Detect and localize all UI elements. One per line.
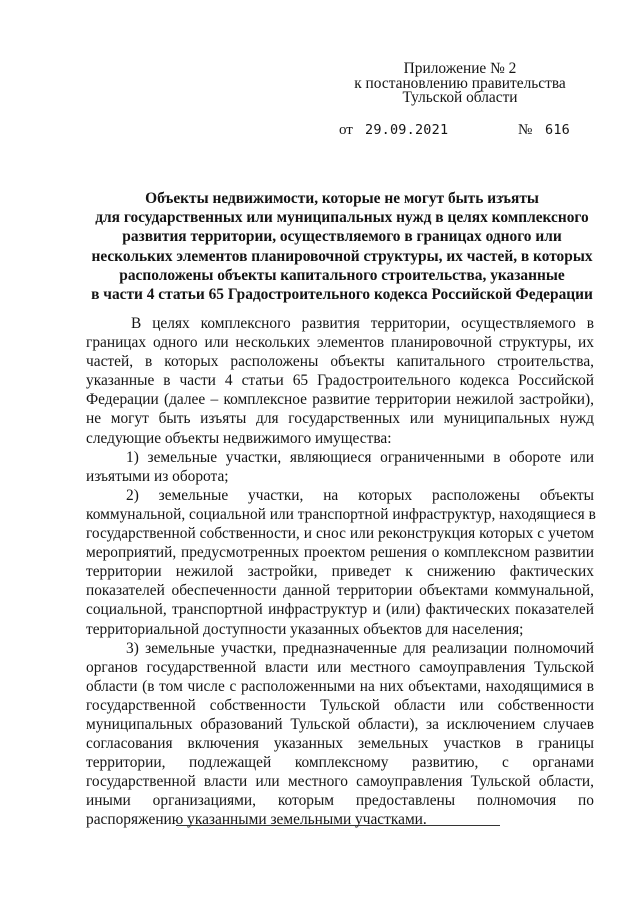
body-line: государственной собственности Тульской области или собственности — [86, 696, 594, 714]
body-line: В целях комплексного развития территории, осуществляемого в — [131, 315, 594, 332]
body-line: не могут быть изъяты для государственных или муниципальных нужд — [86, 410, 594, 428]
body-line: иными организациями, которым предоставлены полномочия по — [86, 792, 594, 810]
body-line: показателей обеспеченности данной территории объектами коммунальной, — [86, 582, 594, 600]
body-line: государственной собственности, и снос или реконструкция которых с учетом — [86, 525, 594, 543]
body-line: 2) земельные участки, на которых расположены объекты — [126, 486, 594, 504]
body-line: следующие объекты недвижимого имущества: — [86, 429, 392, 447]
body-line: распоряжению указанными земельными участками. — [86, 811, 427, 829]
body-line: 3) земельные участки, предназначенные для реализации полномочий — [126, 639, 594, 657]
body-line: согласования включения указанных земельных участков в границы — [86, 735, 594, 753]
appendix-line-3: Тульской области — [402, 89, 518, 106]
body-line: территориальной доступности указанных объектов для населения; — [86, 620, 524, 638]
appendix-line-2: к постановлению правительства — [354, 74, 566, 92]
body-line: органов государственной власти или местного самоуправления Тульской — [86, 658, 594, 676]
appendix-header — [330, 62, 590, 106]
body-line: 1) земельные участки, являющиеся ограниченными в обороте или — [126, 448, 594, 466]
decree-date: 29.09.2021 — [365, 122, 449, 138]
appendix-line-1: Приложение № 2 — [403, 60, 517, 77]
document-body — [86, 314, 594, 830]
decree-number: 616 — [545, 122, 570, 138]
body-line: изъятыми из оборота; — [86, 467, 229, 485]
title-line: нескольких элементов планировочной структуры, их частей, в которых — [91, 247, 593, 265]
closing-divider — [176, 825, 500, 826]
body-line: указанные в части 4 статьи 65 Градостроительного кодекса Российской — [86, 372, 594, 390]
document-title — [60, 189, 624, 304]
from-label: от — [339, 122, 353, 138]
body-line: частей, в которых расположены объекты капитального строительства, — [86, 353, 594, 371]
body-line: границах одного или нескольких элементов планировочной структуры, их — [86, 334, 594, 352]
title-line: Объекты недвижимости, которые не могут быть изъяты — [145, 190, 539, 207]
body-line: мероприятий, предусмотренных проектом решения о комплексном развитии — [86, 544, 594, 562]
body-line: территории нежилой застройки, приведет к снижению фактических — [86, 563, 594, 581]
number-label: № — [518, 122, 533, 138]
title-line: в части 4 статьи 65 Градостроительного кодекса Российской Федерации — [91, 286, 593, 304]
body-line: Федерации (далее – комплексное развитие территории нежилой застройки), — [86, 391, 594, 409]
body-line: коммунальной, социальной или транспортной инфраструктур, находящиеся в — [86, 505, 596, 523]
title-line: расположены объекты капитального строительства, указанные — [119, 266, 565, 284]
title-line: развития территории, осуществляемого в границах одного или — [122, 228, 562, 246]
body-line: государственной власти или местного самоуправления Тульской области, — [86, 773, 594, 791]
title-line: для государственных или муниципальных нужд в целях комплексного — [95, 209, 589, 227]
body-line: области (в том числе с расположенными на них объектами, находящимися в — [86, 677, 594, 695]
body-line: социальной, транспортной инфраструктур и (или) фактических показателей — [86, 601, 594, 619]
body-line: муниципальных образований Тульской области), за исключением случаев — [86, 715, 594, 733]
body-line: территории, подлежащей комплексному развитию, с органами — [86, 754, 594, 772]
